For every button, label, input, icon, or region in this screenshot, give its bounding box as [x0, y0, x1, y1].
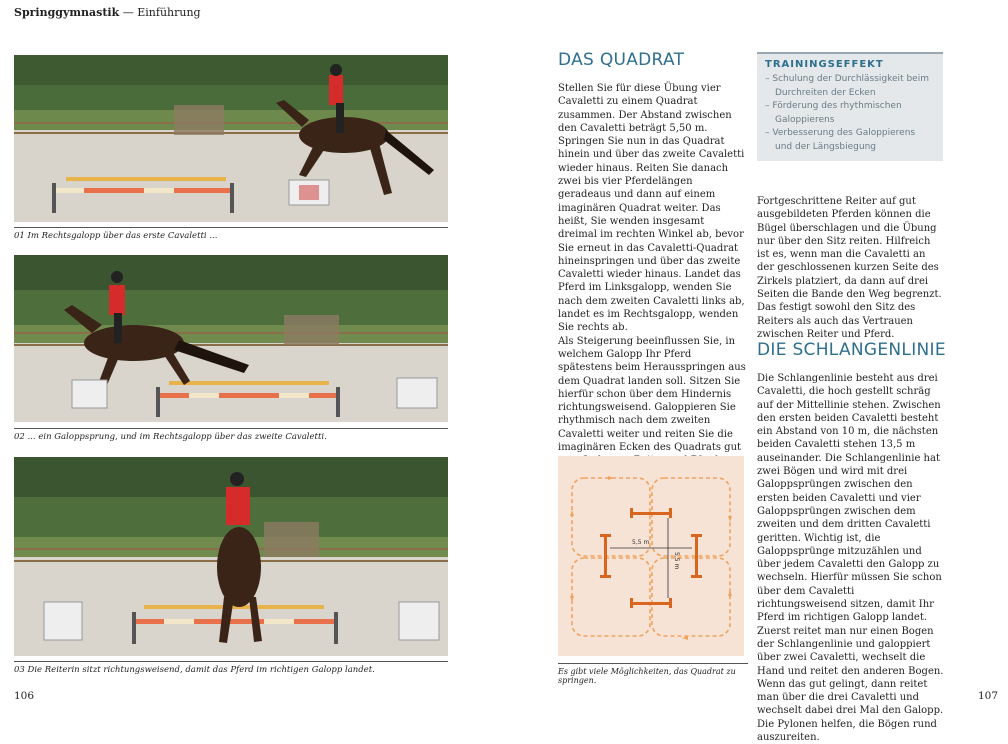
photo-2-caption: 02 ... ein Galoppsprung, und im Rechtsgalopp über das zweite Cavaletti. [14, 428, 448, 442]
quadrat-title: DAS QUADRAT [558, 50, 685, 70]
running-head-separator: — [122, 6, 134, 19]
running-head-chapter: Einführung [137, 6, 201, 19]
trainingseffekt-box [757, 52, 943, 161]
running-head-section: Springgymnastik [14, 6, 120, 19]
page-number-left: 106 [14, 690, 35, 702]
photo-3-caption: 03 Die Reiterin sitzt richtungsweisend, damit das Pferd im richtigen Galopp landet. [14, 661, 448, 675]
photo-1 [14, 55, 448, 222]
schlangenlinie-paragraph: Die Schlangenlinie besteht aus drei Cavaletti, die hoch gestellt schräg auf der Mittellinie stehen. Zwischen den ersten beiden Cavaletti besteht ein Abstand von 10 m, die nächsten beiden Cavaletti stehen 13,5 m auseinander. Die Schlangenlinie hat zwei Bögen und wird mit drei Galoppsprüngen zwischen den ersten beiden Cavaletti und vier Galoppsprüngen zwischen dem zweiten und dem dritten Cavaletti geritten. Wichtig ist, die Galoppsprünge mitzuzählen und über jedem Cavaletti den Galopp zu wechseln. Hierfür müssen Sie schon über dem Cavaletti richtungsweisend sitzen, damit Ihr Pferd im richtigen Galopp landet. Zuerst reitet man nur einen Bogen der Schlangenlinie und galoppiert über zwei Cavaletti, wechselt die Hand und reitet den anderen Bogen. Wenn das gut gelingt, dann reitet man über die drei Cavaletti und wechselt dabei drei Mal den Galopp. Die Pylonen helfen, die Bögen rund auszureiten. [757, 373, 944, 744]
quadrat-paragraph-2: Als Steigerung beeinflussen Sie, in welchem Galopp Ihr Pferd spätestens beim Herausspringen aus dem Quadrat landen soll. Sitzen Sie hierfür schon über dem Hindernis richtungsweisend. Galoppieren Sie rhythmisch nach dem zweiten Cavaletti weiter und reiten Sie die imaginären Ecken des Quadrats gut [558, 335, 746, 454]
trainingseffekt-list [765, 73, 935, 154]
quadrat-diagram-svg [558, 456, 744, 656]
trainingseffekt-item: – Schulung der Durchlässigkeit beim Durchreiten der Ecken [765, 73, 935, 100]
quadrat-paragraph-1: Stellen Sie für diese Übung vier Cavaletti zu einem Quadrat zusammen. Der Abstand zwischen den Cavaletti beträgt 5,50 m. Springen Sie nun in das Quadrat hinein und über das zweite Cavaletti wieder hinaus. Reiten Sie danach zwei bis vier Pferdelängen geradeaus und dann auf einem imaginären Quadrat weiter. Das heißt, Sie wenden insgesamt dreimal im rechten Winkel ab, bevor Sie erneut in das Cavaletti-Quadrat hineinspringen und über das zweite Cavaletti wieder hinaus. Landet das Pferd im Linksgalopp, wenden Sie nach dem zweiten Cavaletti links ab, landet es im Rechtsgalopp, wenden Sie rechts ab. [558, 83, 745, 334]
diagram-caption: Es gibt viele Möglichkeiten, das Quadrat zu springen. [558, 663, 748, 685]
measure-label-vertical: 5,5 m [673, 552, 680, 570]
schlangenlinie-title: DIE SCHLANGENLINIE [757, 340, 946, 360]
quadrat-diagram [558, 456, 744, 656]
trainingseffekt-item: – Förderung des rhythmischen Galoppierens [765, 100, 935, 127]
ride-paths [572, 478, 730, 636]
right-paragraph: Fortgeschrittene Reiter auf gut ausgebildeten Pferden können die Bügel überschlagen und die Übung nur über den Sitz reiten. Hilfreich ist es, wenn man die Cavaletti an der geschlossenen kurzen Seite des Zirkels platziert, da dann auf drei Seiten die Bande den Weg begrenzt. Das festigt sowohl den Sitz des Reiters als auch das Vertrauen zwischen Reiter und Pferd. [757, 196, 942, 340]
page-number-right: 107 [978, 690, 999, 702]
photo-2 [14, 255, 448, 422]
photo-3 [14, 457, 448, 656]
trainingseffekt-item: – Verbesserung des Galoppierens und der Längsbiegung [765, 127, 935, 154]
photo-1-caption: 01 Im Rechtsgalopp über das erste Cavaletti ... [14, 227, 448, 241]
measure-label-horizontal: 5,5 m [632, 539, 650, 546]
quadrat-body [558, 82, 746, 494]
running-head [14, 6, 201, 19]
trainingseffekt-title: TRAININGSEFFEKT [765, 59, 884, 70]
